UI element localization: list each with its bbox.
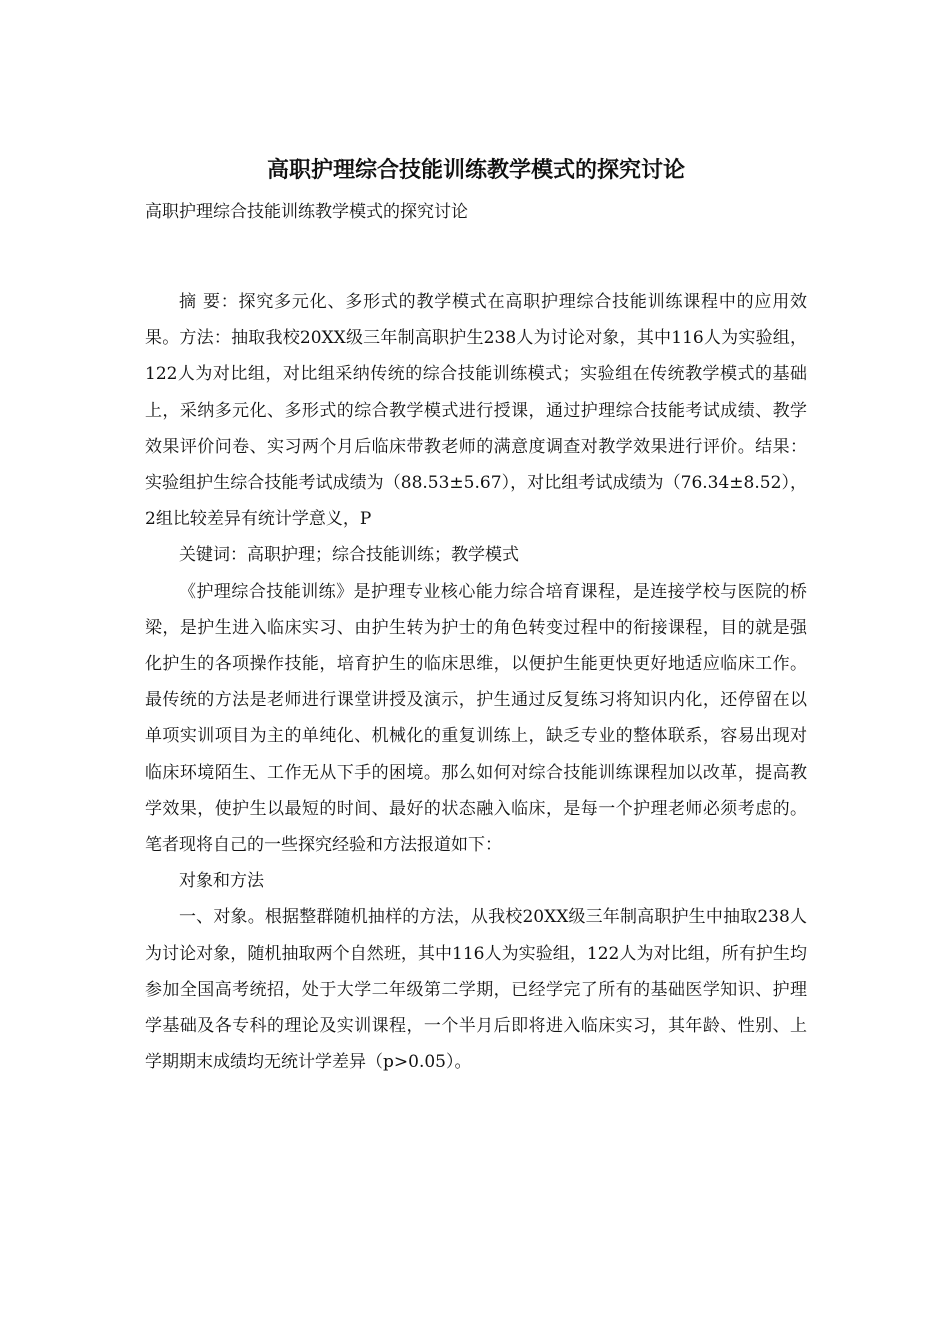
- section-heading: 对象和方法: [179, 871, 264, 892]
- document-title: 高职护理综合技能训练教学模式的探究讨论: [266, 157, 685, 183]
- keywords-paragraph: 关键词：高职护理；综合技能训练；教学模式: [179, 545, 519, 566]
- abstract-paragraph: 摘 要：探究多元化、多形式的教学模式在高职护理综合技能训练课程中的应用效果。方法：抽取我校20XX级三年制高职护生238人为讨论对象，其中116人为实验组，122人为对比组，对比组采纳传统的综合技能训练模式；实验组在传统教学模式的基础上，采纳多元化、多形式的综合教学模式进行授课，通过护理综合技能考试成绩、教学效果评价问卷、实习两个月后临床带教老师的满意度调查对教学效果进行评价。结果：实验组护生综合技能考试成绩为（88.53±5.67），对比组考试成绩为（76.34±8.52），2组比较差异有统计学意义，P: [145, 292, 807, 530]
- objects-paragraph: 一、对象。根据整群随机抽样的方法，从我校20XX级三年制高职护生中抽取238人为讨论对象，随机抽取两个自然班，其中116人为实验组，122人为对比组，所有护生均参加全国高考统招，处于大学二年级第二学期，已经学完了所有的基础医学知识、护理学基础及各专科的理论及实训课程，一个半月后即将进入临床实习，其年龄、性别、上学期期末成绩均无统计学差异（p>0.05）。: [145, 907, 807, 1073]
- document-subtitle: 高职护理综合技能训练教学模式的探究讨论: [145, 202, 468, 222]
- document-page: [145, 150, 807, 1080]
- intro-paragraph: 《护理综合技能训练》是护理专业核心能力综合培育课程，是连接学校与医院的桥梁，是护生进入临床实习、由护生转为护士的角色转变过程中的衔接课程，目的就是强化护生的各项操作技能，培育护生的临床思维，以便护生能更快更好地适应临床工作。最传统的方法是老师进行课堂讲授及演示，护生通过反复练习将知识内化，还停留在以单项实训项目为主的单纯化、机械化的重复训练上，缺乏专业的整体联系，容易出现对临床环境陌生、工作无从下手的困境。那么如何对综合技能训练课程加以改革，提高教学效果，使护生以最短的时间、最好的状态融入临床，是每一个护理老师必须考虑的。笔者现将自己的一些探究经验和方法报道如下：: [145, 581, 807, 856]
- blank-space: [145, 226, 807, 284]
